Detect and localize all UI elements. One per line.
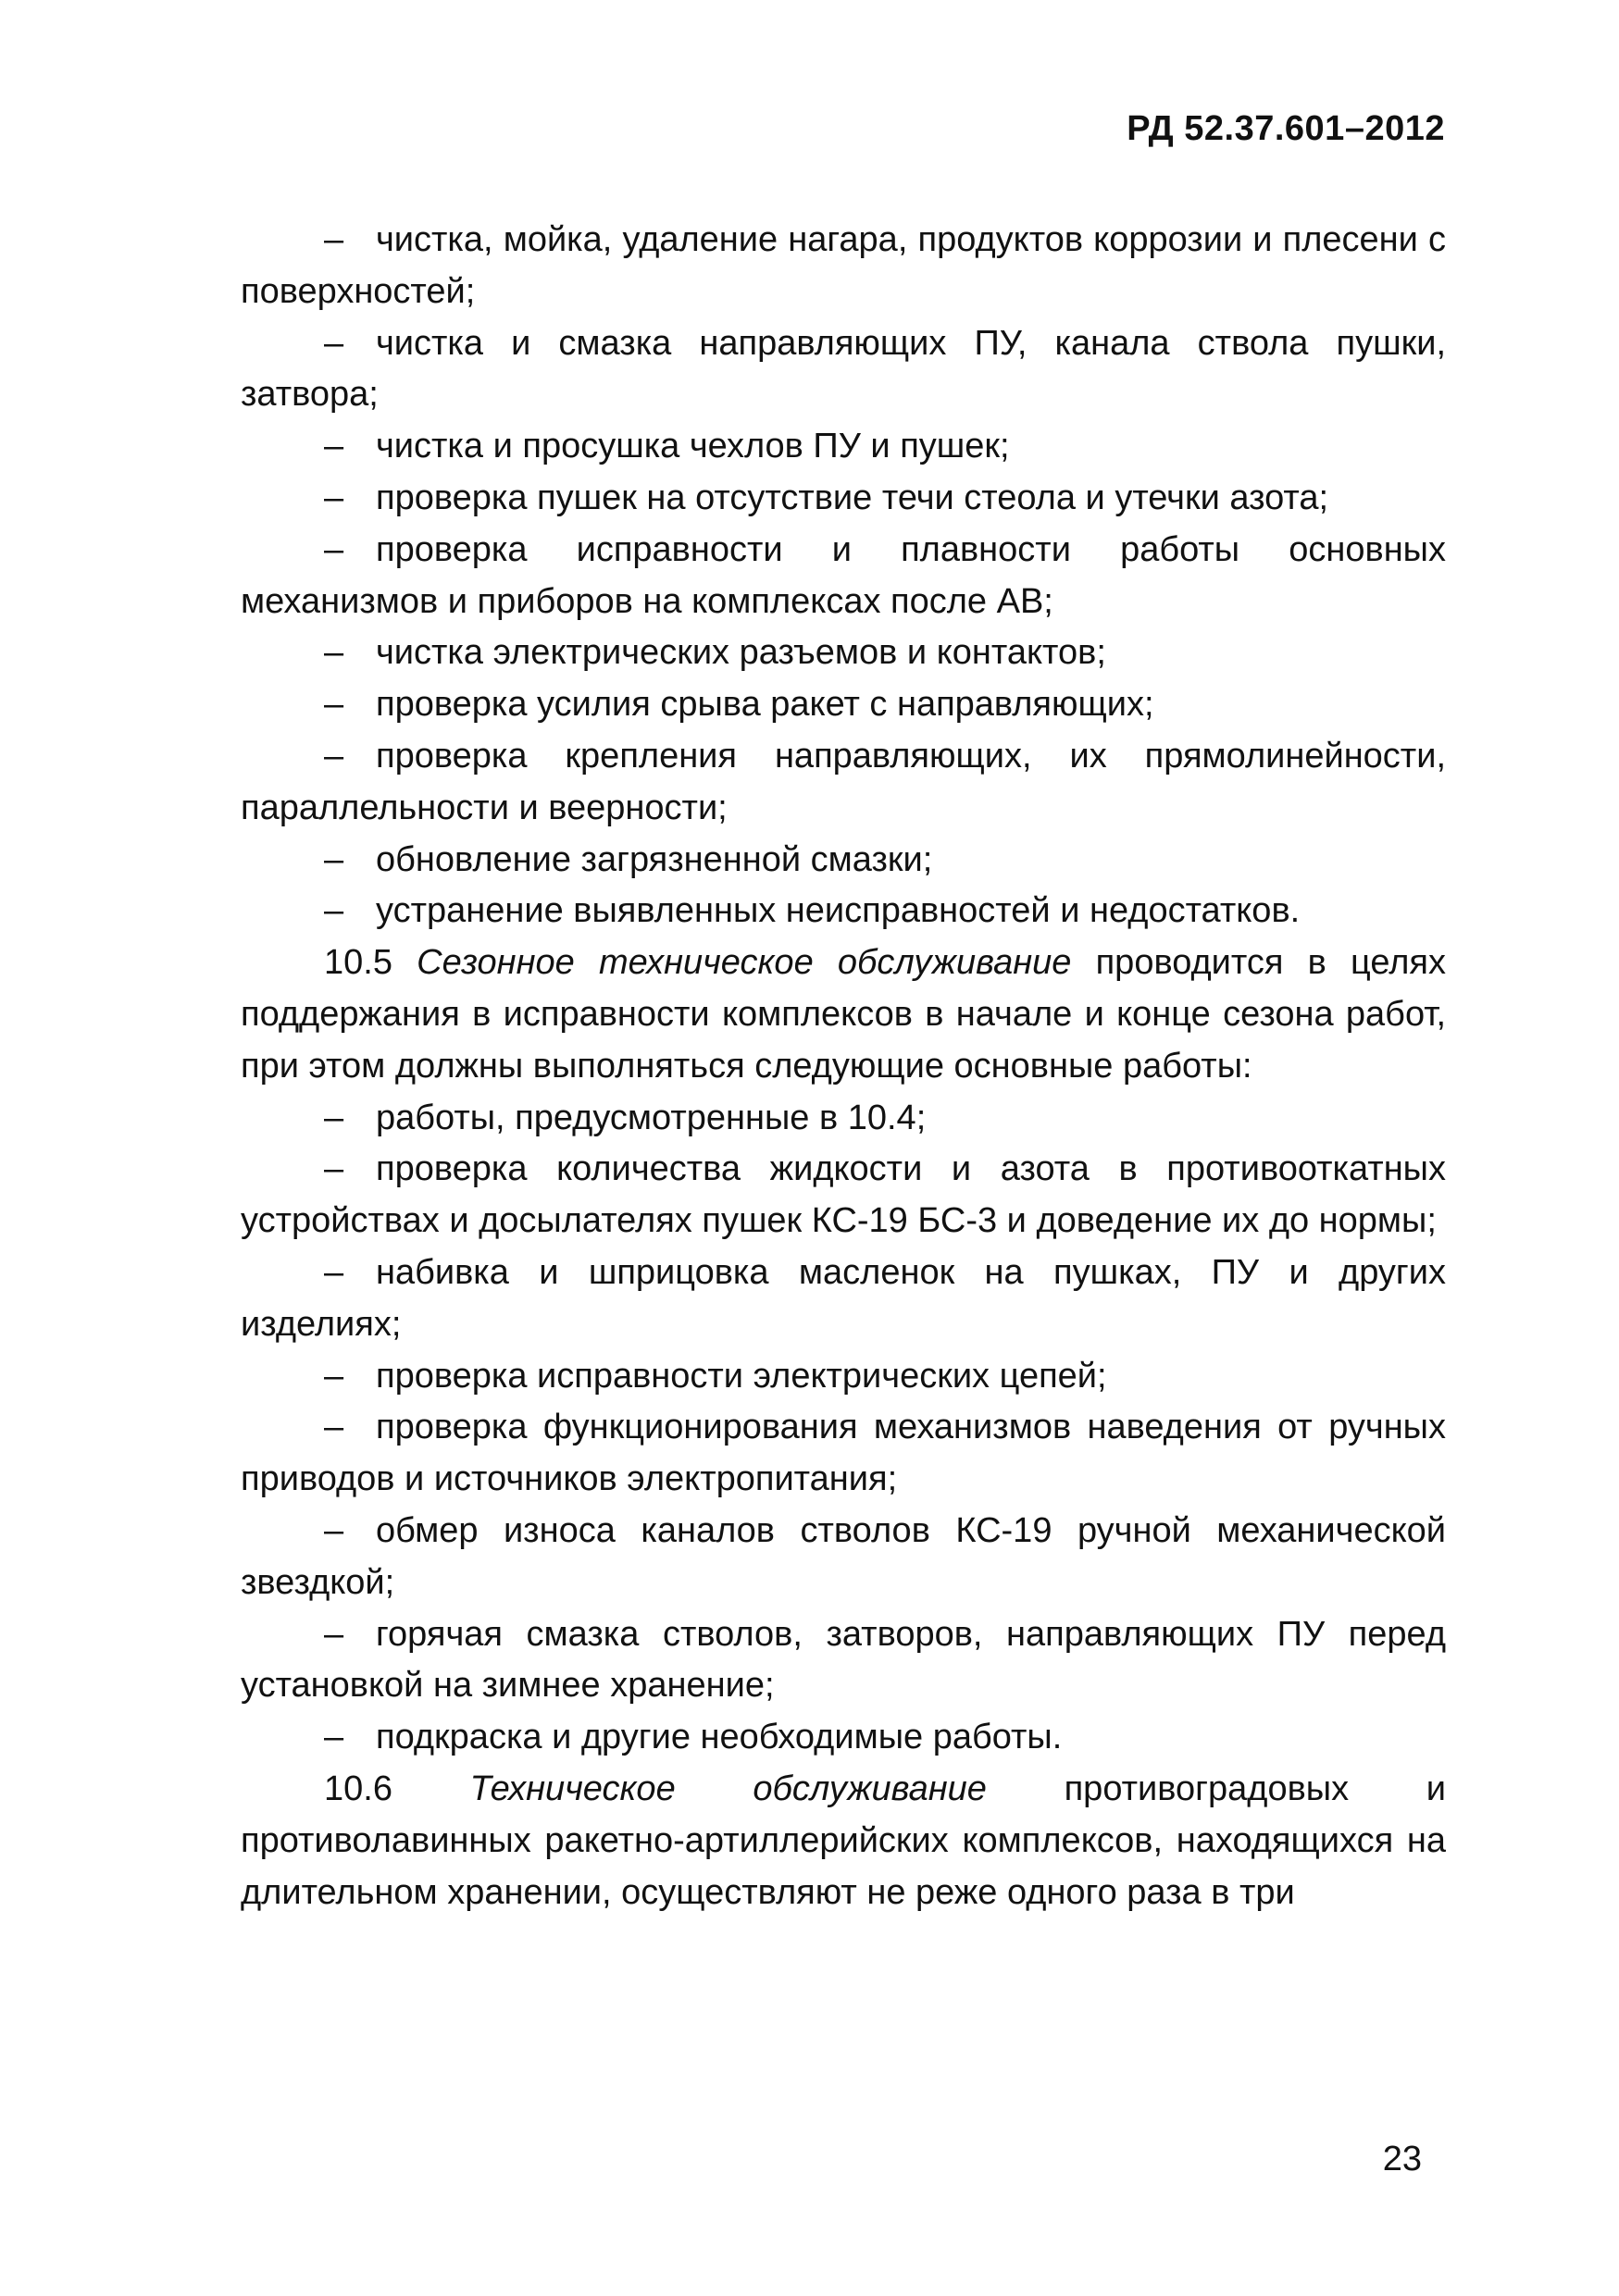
section-text: противоградовых и противолавинных ракетно-артиллерийских комплексов, находящихся на длительном хранении, осуществляют не реже одного раза в три [241,1769,1446,1912]
list-dash: – [324,736,344,776]
list-dash: – [324,1252,344,1292]
list-item [241,1402,1446,1506]
list-dash: – [324,1614,344,1654]
list-dash: – [324,323,344,363]
list-item-text: проверка исправности и плавности работы основных механизмов и приборов на комплексах после АВ; [241,529,1446,621]
list-item [241,525,1446,628]
list-item [241,1609,1446,1713]
section-number: 10.6 [324,1769,392,1808]
list-dash: – [324,529,344,569]
list-item-text: чистка, мойка, удаление нагара, продуктов коррозии и плесени с поверхностей; [241,220,1446,311]
section-text: проводится в целях поддержания в исправности комплексов в начале и конце сезона работ, при этом должны выполняться следующие основные работы: [241,943,1446,1086]
list-item [241,1712,1446,1764]
list-item [241,1144,1446,1247]
list-item-text: чистка электрических разъемов и контактов; [376,633,1106,673]
list-item [241,835,1446,887]
list-item [241,679,1446,731]
list-item [241,886,1446,937]
list-item [241,731,1446,835]
list-item-text: проверка количества жидкости и азота в противооткатных устройствах и досылателях пушек КС-19 БС-3 и доведение их до нормы; [241,1149,1446,1241]
list-dash: – [324,685,344,725]
list-item-text: проверка крепления направляющих, их прямолинейности, параллельности и веерности; [241,736,1446,827]
list-item-text: набивка и шприцовка масленок на пушках, ПУ и других изделиях; [241,1252,1446,1344]
section-term: Техническое обслуживание [469,1769,987,1808]
list-item-text: чистка и смазка направляющих ПУ, канала ствола пушки, затвора; [241,323,1446,415]
list-dash: – [324,1718,344,1757]
list-dash: – [324,1149,344,1189]
list-item [241,421,1446,473]
list-item [241,1506,1446,1609]
list-dash: – [324,891,344,931]
section-term: Сезонное техническое обслуживание [417,943,1072,983]
list-dash: – [324,839,344,879]
list-item [241,627,1446,679]
list-item-text: обмер износа каналов стволов КС-19 ручной механической звездкой; [241,1510,1446,1602]
section-number: 10.5 [324,943,392,983]
section-10-5 [241,937,1446,1092]
list-dash: – [324,478,344,517]
list-item-text: проверка исправности электрических цепей; [376,1356,1107,1396]
list-item-text: горячая смазка стволов, затворов, направляющих ПУ перед установкой на зимнее хранение; [241,1614,1446,1706]
document-code: РД 52.37.601–2012 [1127,109,1445,148]
page-number: 23 [1382,2140,1422,2178]
list-item-text: устранение выявленных неисправностей и недостатков. [376,891,1301,931]
list-item-text: чистка и просушка чехлов ПУ и пушек; [376,427,1010,466]
list-dash: – [324,1408,344,1447]
list-item [241,1093,1446,1145]
list-dash: – [324,1356,344,1396]
list-item [241,215,1446,318]
list-dash: – [324,1098,344,1137]
list-item-text: проверка функционирования механизмов наведения от ручных приводов и источников электропитания; [241,1408,1446,1499]
list-item-text: проверка пушек на отсутствие течи стеола и утечки азота; [376,478,1329,517]
list-item-text: проверка усилия срыва ракет с направляющих; [376,685,1154,725]
list-dash: – [324,427,344,466]
list-item [241,1351,1446,1403]
section-10-6 [241,1764,1446,1918]
list-dash: – [324,220,344,259]
list-item-text: обновление загрязненной смазки; [376,839,933,879]
list-item [241,473,1446,525]
list-item-text: работы, предусмотренные в 10.4; [376,1098,927,1137]
document-body [241,215,1446,1918]
list-item [241,318,1446,422]
list-dash: – [324,1510,344,1550]
list-item [241,1247,1446,1351]
list-item-text: подкраска и другие необходимые работы. [376,1718,1063,1757]
list-dash: – [324,633,344,673]
